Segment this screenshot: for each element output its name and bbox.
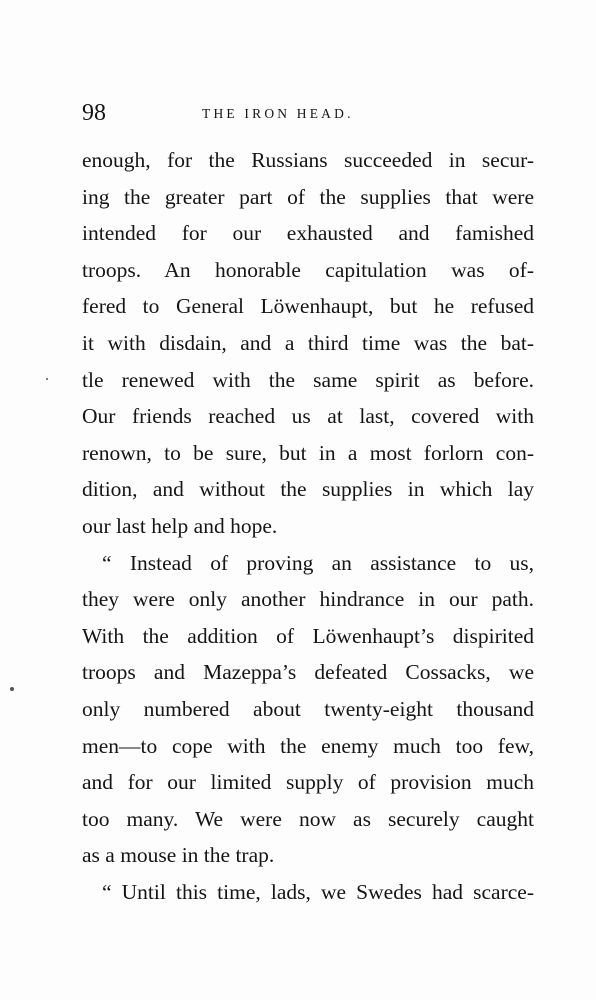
text-line: renown, to be sure, but in a most forlorn con- — [82, 440, 534, 465]
running-head: THE IRON HEAD. — [202, 106, 354, 121]
text-line: it with disdain, and a third time was the bat- — [82, 330, 534, 355]
page-number: 98 — [82, 100, 106, 126]
text-line: intended for our exhausted and famished — [82, 221, 534, 246]
text-line: “ Instead of proving an assistance to us, — [102, 550, 534, 575]
text-line: men—to cope with the enemy much too few, — [82, 733, 534, 758]
text-line: With the addition of Löwenhaupt’s dispirited — [82, 623, 534, 648]
text-line: they were only another hindrance in our path. — [82, 587, 534, 612]
text-line: and for our limited supply of provision much — [82, 770, 534, 795]
body-text — [82, 142, 534, 910]
text-line: troops and Mazeppa’s defeated Cossacks, we — [82, 660, 534, 685]
text-line: our last help and hope. — [82, 513, 278, 538]
scan-speck — [10, 687, 14, 691]
text-line: too many. We were now as securely caught — [82, 806, 534, 831]
text-line: as a mouse in the trap. — [82, 843, 275, 868]
text-line: dition, and without the supplies in which lay — [82, 477, 534, 502]
text-line: ing the greater part of the supplies that were — [82, 184, 534, 209]
text-line: troops. An honorable capitulation was of- — [82, 257, 534, 282]
text-line: enough, for the Russians succeeded in secur- — [82, 148, 534, 172]
text-line: Our friends reached us at last, covered with — [82, 404, 534, 429]
scan-speck — [46, 378, 48, 380]
text-line: “ Until this time, lads, we Swedes had scarce- — [102, 879, 534, 904]
text-line: only numbered about twenty-eight thousand — [82, 696, 534, 721]
text-line: fered to General Löwenhaupt, but he refused — [82, 294, 534, 319]
text-line: tle renewed with the same spirit as before. — [82, 367, 534, 392]
page-header — [82, 98, 534, 130]
